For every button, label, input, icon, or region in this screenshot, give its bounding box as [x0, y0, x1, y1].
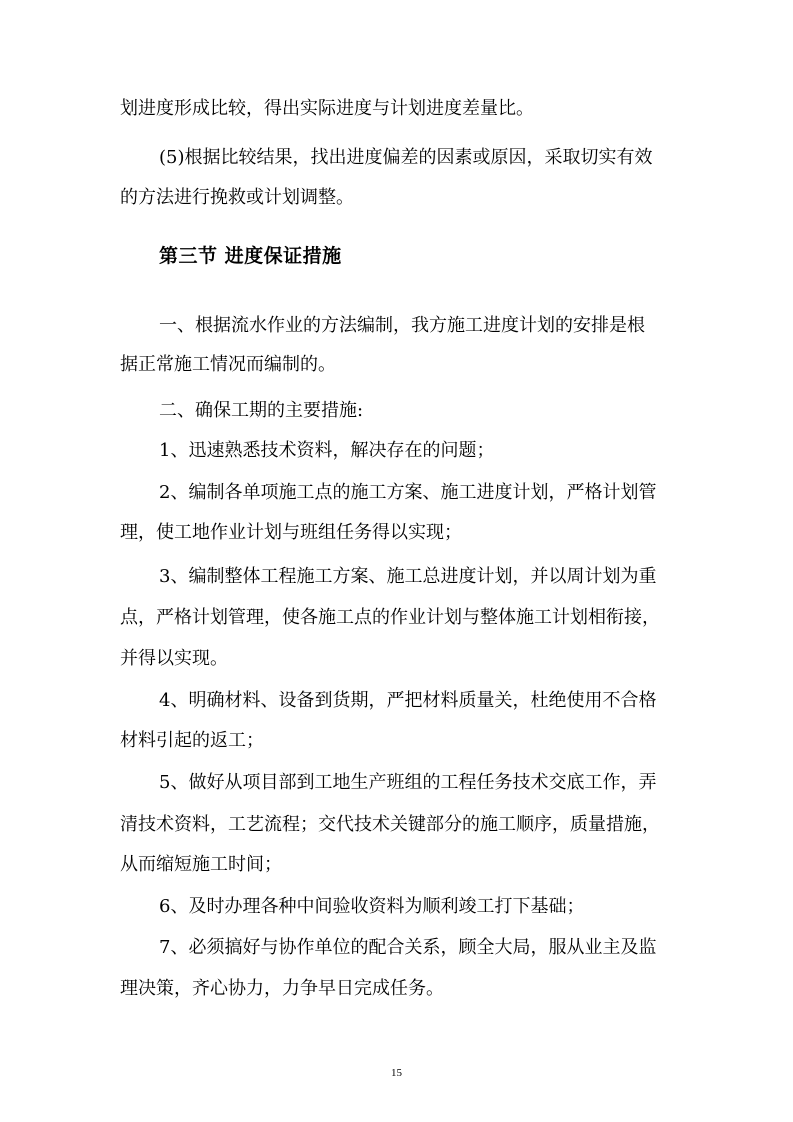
- paragraph-line: 点，严格计划管理，使各施工点的作业计划与整体施工计划相衔接，: [120, 607, 660, 628]
- paragraph-line: 一、根据流水作业的方法编制，我方施工进度计划的安排是根: [159, 315, 645, 336]
- paragraph-line: 2、编制各单项施工点的施工方案、施工进度计划，严格计划管: [159, 482, 657, 503]
- paragraph-line: (5)根据比较结果，找出进度偏差的因素或原因，采取切实有效: [159, 147, 653, 168]
- paragraph-line: 二、确保工期的主要措施:: [159, 400, 364, 421]
- paragraph-line: 并得以实现。: [120, 648, 228, 669]
- section-heading: 第三节 进度保证措施: [159, 245, 342, 267]
- paragraph-line: 3、编制整体工程施工方案、施工总进度计划，并以周计划为重: [159, 566, 657, 587]
- paragraph-line: 材料引起的返工；: [120, 730, 264, 751]
- paragraph-line: 的方法进行挽救或计划调整。: [120, 187, 354, 208]
- paragraph-line: 划进度形成比较，得出实际进度与计划进度差量比。: [120, 98, 534, 119]
- paragraph-line: 清技术资料，工艺流程；交代技术关键部分的施工顺序，质量措施，: [120, 814, 660, 835]
- paragraph-line: 理，使工地作业计划与班组任务得以实现；: [120, 522, 462, 543]
- paragraph-line: 6、及时办理各种中间验收资料为顺利竣工打下基础；: [159, 896, 585, 917]
- paragraph-line: 5、做好从项目部到工地生产班组的工程任务技术交底工作，弄: [159, 772, 657, 793]
- paragraph-line: 1、迅速熟悉技术资料，解决存在的问题；: [159, 440, 495, 461]
- paragraph-line: 4、明确材料、设备到货期，严把材料质量关，杜绝使用不合格: [159, 690, 657, 711]
- paragraph-line: 据正常施工情况而编制的。: [120, 354, 336, 375]
- paragraph-line: 7、必须搞好与协作单位的配合关系，顾全大局，服从业主及监: [159, 937, 657, 958]
- page-number: 15: [391, 1067, 402, 1079]
- paragraph-line: 理决策，齐心协力，力争早日完成任务。: [120, 978, 444, 999]
- paragraph-line: 从而缩短施工时间；: [120, 854, 282, 875]
